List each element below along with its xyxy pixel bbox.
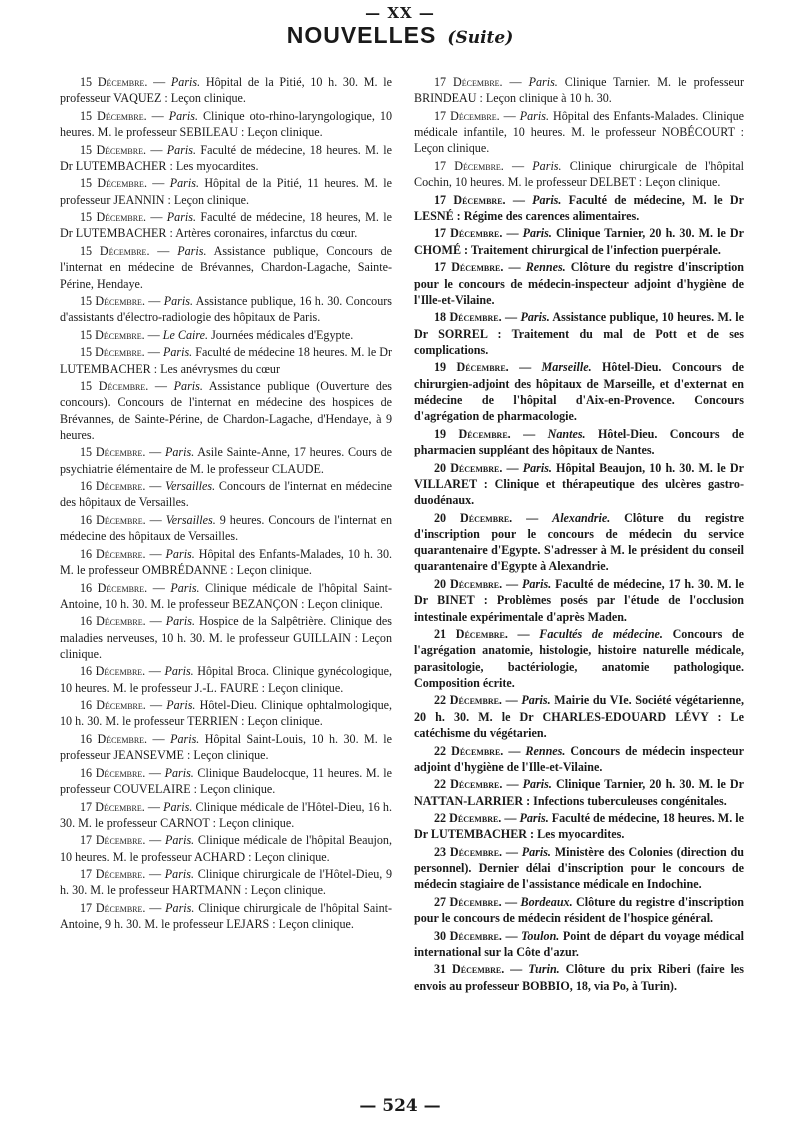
entry-date: 16 Décembre.: [80, 698, 146, 713]
entry-city: Paris.: [166, 142, 197, 157]
entry-date: 22 Décembre.: [434, 693, 502, 708]
news-entry: 17 Décembre. — Paris. Clinique Tarnier, 20 h. 30. M. le Dr CHOMÉ : Traitement chirurgical de l'infection puerpérale.: [414, 226, 745, 257]
entry-city: Paris.: [164, 664, 194, 679]
entry-text: Faculté de médecine, 17 h. 30. M. le Dr BINET : Problèmes posés par l'étude de l'occlusion intestinale expérimentale d'après Maden.: [414, 576, 745, 624]
entry-text: Concours de médecin inspecteur adjoint d'hygiène de l'Ille-et-Vilaine.: [414, 743, 744, 774]
entry-city: Paris.: [177, 243, 207, 258]
entry-text: Hôpital Saint-Louis, 10 h. 30. M. le professeur JEANSEVME : Leçon clinique.: [60, 731, 393, 763]
entry-city: Paris.: [521, 693, 551, 708]
news-entry: 27 Décembre. — Bordeaux. Clôture du registre d'inscription pour le concours de médecin résident de l'hospice général.: [414, 894, 745, 926]
news-entry: 17 Décembre. — Paris. Clinique Tarnier. M. le professeur BRINDEAU : Leçon clinique à 10 h. 30.: [414, 75, 744, 106]
news-entry: 21 Décembre. — Facultés de médecine. Concours de l'agrégation anatomie, histologie, histoire naturelle médicale, parasitologie, bactériologie, anatomie pathologique. Composition écrite.: [414, 627, 744, 690]
entry-date: 18 Décembre.: [434, 310, 502, 325]
entry-text: Assistance publique, 10 heures. M. le Dr SORREL : Traitement du mal de Pott et de ses complications.: [414, 310, 745, 357]
news-entry: 31 Décembre. — Turin. Clôture du prix Riberi (faire les envois au professeur BOBBIO, 18, via Po, à Turin).: [414, 962, 745, 993]
entry-city: Paris.: [520, 310, 550, 325]
entry-text: Clôture du registre d'inscription pour le concours de médecin-inspecteur adjoint d'hygiène de l'Ille-et-Vilaine.: [414, 260, 744, 307]
right-column: [414, 74, 744, 995]
entry-city: Paris.: [522, 226, 552, 241]
entry-date: 16 Décembre.: [80, 765, 146, 780]
news-entry: 23 Décembre. — Paris. Ministère des Colonies (direction du personnel). Dernier délai d'inscription pour le concours de médecin stagiaire de l'assistance médicale en Indochine.: [414, 844, 744, 892]
entry-date: 22 Décembre.: [434, 777, 503, 792]
entry-text: Hôpital de la Pitié, 10 h. 30. M. le professeur VAQUEZ : Leçon clinique.: [60, 75, 392, 106]
entry-date: 16 Décembre.: [80, 580, 148, 595]
entry-text: Hôpital de la Pitié, 11 heures. M. le professeur JEANNIN : Leçon clinique.: [60, 176, 393, 207]
entry-date: 16 Décembre.: [80, 479, 146, 494]
entry-date: 17 Décembre.: [80, 799, 145, 814]
entry-text: 9 heures. Concours de l'internat en médecine des hôpitaux de Versailles.: [60, 512, 393, 544]
entry-text: Hôpital Beaujon, 10 h. 30. M. le Dr VILLARET : Clinique et thérapeutique des ulcères gastro-duodénaux.: [414, 460, 744, 508]
entry-date: 16 Décembre.: [80, 664, 146, 679]
entry-city: Paris.: [165, 900, 195, 915]
news-entry: 17 Décembre. — Paris. Clinique médicale de l'hôpital Beaujon, 10 heures. M. le professeur ACHARD : Leçon clinique.: [60, 833, 393, 864]
entry-date: 15 Décembre.: [80, 142, 146, 157]
news-entry: 22 Décembre. — Paris. Clinique Tarnier, 20 h. 30. M. le Dr NATTAN-LARRIER : Infections tuberculeuses congénitales.: [414, 777, 745, 808]
entry-text: Clôture du registre d'inscription pour le concours de médecin résident de l'hospice général.: [414, 894, 745, 926]
entry-date: 15 Décembre.: [80, 293, 145, 308]
entry-text: Hôtel-Dieu. Concours de pharmacien suppléant des hôpitaux de Nantes.: [414, 426, 745, 458]
entry-date: 15 Décembre.: [80, 243, 150, 258]
news-entry: 15 Décembre. — Paris. Asile Sainte-Anne, 17 heures. Cours de psychiatrie élémentaire de M. le professeur CLAUDE.: [60, 445, 393, 476]
entry-date: 22 Décembre.: [434, 743, 504, 758]
entry-text: Hôpital des Enfants-Malades, 10 h. 30. M. le professeur OMBRÉDANNE : Leçon clinique.: [60, 546, 393, 578]
entry-text: Assistance publique, 16 h. 30. Concours d'assistants d'électro-radiologie des hôpitaux de Paris.: [60, 293, 393, 325]
entry-city: Marseille.: [541, 360, 592, 375]
entry-date: 17 Décembre.: [434, 158, 504, 173]
entry-city: Paris.: [164, 445, 195, 460]
entry-city: Paris.: [170, 580, 200, 595]
entry-text: Assistance publique (Ouverture des concours). Concours de l'internat en médecine des hospices de Brévannes, de Sainte-Périne, de Chardon-Lagache, d'Hendaye, à 9 heures.: [60, 379, 393, 442]
news-entry: 17 Décembre. — Paris. Clinique chirurgicale de l'hôpital Saint-Antoine, 9 h. 30. M. le professeur LEJARS : Leçon clinique.: [60, 900, 393, 932]
entry-city: Paris.: [528, 75, 558, 89]
entry-date: 15 Décembre.: [80, 379, 149, 394]
entry-city: Paris.: [170, 731, 200, 746]
entry-date: 17 Décembre.: [80, 900, 146, 915]
entry-city: Versailles.: [165, 512, 216, 527]
entry-date: 15 Décembre.: [80, 210, 146, 225]
entry-city: Bordeaux.: [520, 894, 573, 909]
news-entry: 16 Décembre. — Paris. Hôpital Saint-Louis, 10 h. 30. M. le professeur JEANSEVME : Leçon clinique.: [60, 731, 393, 763]
entry-city: Nantes.: [547, 426, 586, 441]
news-entry: 15 Décembre. — Le Caire. Journées médicales d'Egypte.: [80, 327, 354, 342]
entry-date: 17 Décembre.: [434, 75, 503, 89]
entry-text: Ministère des Colonies (direction du personnel). Dernier délai d'inscription pour le concours de médecin stagiaire de l'assistance médicale en Indochine.: [414, 844, 744, 892]
entry-text: Clinique Baudelocque, 11 heures. M. le professeur COUVELAIRE : Leçon clinique.: [60, 765, 392, 797]
entry-date: 16 Décembre.: [80, 546, 146, 561]
news-entry: 15 Décembre. — Paris. Faculté de médecine, 18 heures, M. le Dr LUTEMBACHER : Artères coronaires, infarctus du cœur.: [60, 210, 393, 241]
entry-text: Journées médicales d'Egypte.: [211, 327, 354, 342]
news-entry: 20 Décembre. — Paris. Faculté de médecine, 17 h. 30. M. le Dr BINET : Problèmes posés par l'étude de l'occlusion intestinale expérimentale d'après Maden.: [414, 576, 745, 624]
news-entry: 15 Décembre. — Paris. Assistance publique, Concours de l'internat en médecine de Brévannes, Chardon-Lagache, Sainte-Périne, Hendaye.: [60, 243, 392, 291]
news-entry: 16 Décembre. — Paris. Clinique Baudelocque, 11 heures. M. le professeur COUVELAIRE : Leçon clinique.: [60, 765, 392, 797]
entry-city: Paris.: [162, 345, 193, 360]
news-entry: 22 Décembre. — Rennes. Concours de médecin inspecteur adjoint d'hygiène de l'Ille-et-Vilaine.: [414, 743, 744, 774]
entry-date: 17 Décembre.: [434, 226, 503, 241]
entry-city: Facultés de médecine.: [539, 627, 663, 642]
entry-text: Mairie du VIe. Société végétarienne, 20 h. 30. M. le Dr CHARLES-EDOUARD LÉVY : Le catéchisme du végétarien.: [414, 693, 745, 741]
entry-date: 15 Décembre.: [80, 75, 148, 89]
news-entry: 15 Décembre. — Paris. Assistance publique, 16 h. 30. Concours d'assistants d'électro-radiologie des hôpitaux de Paris.: [60, 293, 393, 325]
page-number: — 524 —: [359, 1096, 441, 1116]
entry-city: Paris.: [519, 811, 549, 826]
entry-city: Paris.: [165, 546, 195, 561]
entry-city: Le Caire.: [162, 327, 209, 342]
entry-date: 17 Décembre.: [434, 192, 506, 207]
news-entry: 17 Décembre. — Paris. Clinique médicale de l'Hôtel-Dieu, 16 h. 30. M. le professeur CARNOT : Leçon clinique.: [60, 799, 393, 830]
entry-city: Turin.: [528, 962, 560, 977]
entry-text: Concours de l'agrégation anatomie, histologie, histoire naturelle médicale, parasitologie, bactériologie, anatomie pathologique. Composition écrite.: [414, 627, 744, 690]
entry-text: Clinique Tarnier, 20 h. 30. M. le Dr NATTAN-LARRIER : Infections tuberculeuses congénitales.: [414, 777, 745, 808]
entry-city: Paris.: [166, 210, 197, 225]
entry-date: 17 Décembre.: [80, 833, 146, 848]
title-suite: (Suite): [447, 28, 514, 48]
entry-city: Paris.: [522, 777, 552, 792]
news-entry: 20 Décembre. — Paris. Hôpital Beaujon, 10 h. 30. M. le Dr VILLARET : Clinique et thérapeutique des ulcères gastro-duodénaux.: [414, 460, 744, 508]
entry-date: 21 Décembre.: [434, 627, 508, 642]
entry-text: Clôture du prix Riberi (faire les envois au professeur BOBBIO, 18, via Po, à Turin).: [414, 962, 745, 993]
entry-city: Paris.: [169, 176, 199, 191]
entry-city: Paris.: [521, 844, 551, 859]
entry-text: Clinique Tarnier. M. le professeur BRINDEAU : Leçon clinique à 10 h. 30.: [414, 75, 744, 106]
entry-text: Hôpital Broca. Clinique gynécologique, 10 heures. M. le professeur J.-L. FAURE : Leçon clinique.: [60, 664, 393, 695]
entry-text: Clinique chirurgicale de l'hôpital Saint-Antoine, 9 h. 30. M. le professeur LEJARS : Leçon clinique.: [60, 900, 393, 932]
entry-text: Point de départ du voyage médical international sur la Côte d'azur.: [414, 928, 745, 959]
entry-city: Paris.: [163, 799, 193, 814]
entry-city: Paris.: [170, 75, 201, 89]
entry-date: 15 Décembre.: [80, 445, 146, 460]
entry-text: Faculté de médecine, 18 heures. M. le Dr LUTEMBACHER : Les myocardites.: [414, 811, 744, 842]
entry-city: Rennes.: [525, 743, 566, 758]
entry-city: Alexandrie.: [552, 510, 611, 525]
entry-city: Paris.: [164, 765, 194, 780]
entry-text: Faculté de médecine, M. le Dr LESNÉ : Régime des carences alimentaires.: [414, 192, 744, 223]
news-entry: 17 Décembre. — Paris. Clinique chirurgicale de l'hôpital Cochin, 10 heures. M. le professeur DELBET : Leçon clinique.: [414, 158, 745, 190]
entry-date: 23 Décembre.: [434, 844, 503, 859]
news-entry: 15 Décembre. — Paris. Clinique oto-rhino-laryngologique, 10 heures. M. le professeur SEBILEAU : Leçon clinique.: [60, 108, 392, 140]
section-title: [0, 22, 800, 49]
entry-text: Clinique chirurgicale de l'hôpital Cochin, 10 heures. M. le professeur DELBET : Leçon clinique.: [414, 158, 745, 190]
entry-text: Asile Sainte-Anne, 17 heures. Cours de psychiatrie élémentaire de M. le professeur CLAUDE.: [60, 445, 393, 476]
news-entry: 22 Décembre. — Paris. Mairie du VIe. Société végétarienne, 20 h. 30. M. le Dr CHARLES-EDOUARD LÉVY : Le catéchisme du végétarien.: [414, 693, 745, 741]
news-entry: 19 Décembre. — Marseille. Hôtel-Dieu. Concours de chirurgien-adjoint des hôpitaux de Marseille, et d'externat en médecine de l'hôpital d'Aix-en-Provence. Concours d'agrégation de pharmacologie.: [414, 360, 745, 424]
news-entry: 19 Décembre. — Nantes. Hôtel-Dieu. Concours de pharmacien suppléant des hôpitaux de Nantes.: [414, 426, 745, 458]
entry-city: Paris.: [532, 158, 562, 173]
news-entry: 17 Décembre. — Paris. Faculté de médecine, M. le Dr LESNÉ : Régime des carences alimentaires.: [414, 192, 744, 223]
entry-date: 15 Décembre.: [80, 176, 147, 191]
entry-text: Clinique médicale de l'Hôtel-Dieu, 16 h. 30. M. le professeur CARNOT : Leçon clinique.: [60, 799, 393, 830]
news-entry: 16 Décembre. — Versailles. Concours de l'internat en médecine des hôpitaux de Versailles.: [60, 479, 393, 510]
entry-text: Faculté de médecine, 18 heures, M. le Dr LUTEMBACHER : Artères coronaires, infarctus du cœur.: [60, 210, 393, 241]
news-entry: 15 Décembre. — Paris. Faculté de médecine 18 heures. M. le Dr LUTEMBACHER : Les anévrysmes du cœur: [60, 345, 393, 376]
entry-text: Clinique médicale de l'hôpital Saint-Antoine, 10 h. 30. M. le professeur BEZANÇON : Leçon clinique.: [60, 580, 393, 611]
news-entry: 18 Décembre. — Paris. Assistance publique, 10 heures. M. le Dr SORREL : Traitement du mal de Pott et de ses complications.: [414, 310, 745, 357]
entry-text: Clinique médicale de l'hôpital Beaujon, 10 heures. M. le professeur ACHARD : Leçon clinique.: [60, 833, 393, 864]
news-entry: 20 Décembre. — Alexandrie. Clôture du registre d'inscription pour le concours de médecin du service quarantenaire d'Egypte. S'adresser à M. le président du conseil quarantenaire d'Egypte à Alexandrie.: [414, 510, 745, 574]
entry-city: Toulon.: [521, 928, 560, 943]
left-column: [60, 74, 392, 934]
entry-city: Paris.: [165, 614, 195, 629]
entry-date: 15 Décembre.: [80, 108, 147, 123]
entry-date: 20 Décembre.: [434, 510, 513, 525]
entry-city: Versailles.: [165, 479, 216, 494]
entry-text: Clinique Tarnier, 20 h. 30. M. le Dr CHOMÉ : Traitement chirurgical de l'infection puerpérale.: [414, 226, 745, 257]
entry-date: 31 Décembre.: [434, 962, 505, 977]
entry-text: Hôtel-Dieu. Concours de chirurgien-adjoint des hôpitaux de Marseille, et d'externat en médecine de l'hôpital d'Aix-en-Provence. Concours d'agrégation de pharmacologie.: [414, 360, 745, 424]
entry-text: Faculté de médecine 18 heures. M. le Dr LUTEMBACHER : Les anévrysmes du cœur: [60, 345, 393, 376]
news-entry: 16 Décembre. — Paris. Hôpital des Enfants-Malades, 10 h. 30. M. le professeur OMBRÉDANNE : Leçon clinique.: [60, 546, 393, 578]
news-entry: 15 Décembre. — Paris. Hôpital de la Pitié, 10 h. 30. M. le professeur VAQUEZ : Leçon clinique.: [60, 75, 392, 106]
news-entry: 17 Décembre. — Rennes. Clôture du registre d'inscription pour le concours de médecin-inspecteur adjoint d'hygiène de l'Ille-et-Vilaine.: [414, 260, 744, 307]
entry-date: 17 Décembre.: [434, 108, 500, 123]
entry-city: Paris.: [164, 867, 194, 882]
news-entry: 16 Décembre. — Paris. Hospice de la Salpêtrière. Clinique des maladies nerveuses, 10 h. 30. M. le professeur GUILLAIN : Leçon clinique.: [60, 614, 392, 661]
entry-text: Faculté de médecine, 18 heures. M. le Dr LUTEMBACHER : Les myocardites.: [60, 142, 393, 173]
entry-date: 20 Décembre.: [434, 460, 503, 475]
entry-date: 16 Décembre.: [80, 614, 146, 629]
entry-text: Hospice de la Salpêtrière. Clinique des maladies nerveuses, 10 h. 30. M. le professeur GUILLAIN : Leçon clinique.: [60, 614, 392, 661]
title-main: NOUVELLES: [286, 22, 437, 48]
entry-text: Clôture du registre d'inscription pour le concours de médecin du service quarantenaire d'Egypte. S'adresser à M. le président du conseil quarantenaire d'Egypte à Alexandrie.: [414, 510, 745, 574]
entry-date: 22 Décembre.: [434, 811, 502, 826]
entry-city: Rennes.: [525, 260, 566, 275]
entry-date: 15 Décembre.: [80, 327, 145, 342]
entry-date: 16 Décembre.: [80, 731, 148, 746]
entry-date: 27 Décembre.: [434, 894, 502, 909]
entry-city: Paris.: [163, 293, 193, 308]
entry-city: Paris.: [164, 833, 195, 848]
news-entry: 15 Décembre. — Paris. Hôpital de la Pitié, 11 heures. M. le professeur JEANNIN : Leçon clinique.: [60, 176, 393, 207]
news-entry: 17 Décembre. — Paris. Clinique chirurgicale de l'Hôtel-Dieu, 9 h. 30. M. le professeur HARTMANN : Leçon clinique.: [60, 867, 393, 898]
entry-date: 30 Décembre.: [434, 928, 502, 943]
entry-text: Hôtel-Dieu. Clinique ophtalmologique, 10 h. 30. M. le professeur TERRIEN : Leçon clinique.: [60, 698, 393, 729]
news-entry: 16 Décembre. — Versailles. 9 heures. Concours de l'internat en médecine des hôpitaux de Versailles.: [60, 512, 393, 544]
news-entry: 17 Décembre. — Paris. Hôpital des Enfants-Malades. Clinique médicale infantile, 10 heures. M. le professeur NOBÉCOURT : Leçon clinique.: [414, 108, 745, 156]
entry-date: 19 Décembre.: [434, 426, 511, 441]
news-entry: 16 Décembre. — Paris. Clinique médicale de l'hôpital Saint-Antoine, 10 h. 30. M. le professeur BEZANÇON : Leçon clinique.: [60, 580, 393, 611]
news-entry: 16 Décembre. — Paris. Hôtel-Dieu. Clinique ophtalmologique, 10 h. 30. M. le professeur TERRIEN : Leçon clinique.: [60, 698, 393, 729]
news-entry: 22 Décembre. — Paris. Faculté de médecine, 18 heures. M. le Dr LUTEMBACHER : Les myocardites.: [414, 811, 744, 842]
entry-date: 16 Décembre.: [80, 512, 146, 527]
news-entry: 30 Décembre. — Toulon. Point de départ du voyage médical international sur la Côte d'azur.: [414, 928, 745, 959]
entry-date: 15 Décembre.: [80, 345, 145, 360]
entry-city: Paris.: [173, 379, 203, 394]
entry-text: Assistance publique, Concours de l'internat en médecine de Brévannes, Chardon-Lagache, Sainte-Périne, Hendaye.: [60, 243, 392, 291]
entry-date: 19 Décembre.: [434, 360, 509, 375]
entry-city: Paris.: [522, 460, 552, 475]
roman-page-folio: — XX —: [365, 4, 435, 22]
entry-date: 17 Décembre.: [434, 260, 504, 275]
entry-city: Paris.: [166, 698, 196, 713]
entry-city: Paris.: [522, 576, 552, 591]
entry-text: Clinique chirurgicale de l'Hôtel-Dieu, 9 h. 30. M. le professeur HARTMANN : Leçon clinique.: [60, 867, 393, 898]
entry-date: 20 Décembre.: [434, 576, 503, 591]
news-entry: 16 Décembre. — Paris. Hôpital Broca. Clinique gynécologique, 10 heures. M. le professeur J.-L. FAURE : Leçon clinique.: [60, 664, 393, 695]
news-entry: 15 Décembre. — Paris. Assistance publique (Ouverture des concours). Concours de l'internat en médecine des hospices de Brévannes, de Sainte-Périne, de Chardon-Lagache, d'Hendaye, à 9 heures.: [60, 379, 393, 442]
entry-city: Paris.: [168, 108, 198, 123]
entry-date: 17 Décembre.: [80, 867, 146, 882]
news-entry: 15 Décembre. — Paris. Faculté de médecine, 18 heures. M. le Dr LUTEMBACHER : Les myocardites.: [60, 142, 393, 173]
entry-text: Clinique oto-rhino-laryngologique, 10 heures. M. le professeur SEBILEAU : Leçon clinique.: [60, 108, 392, 140]
entry-text: Hôpital des Enfants-Malades. Clinique médicale infantile, 10 heures. M. le professeur NOBÉCOURT : Leçon clinique.: [414, 108, 745, 156]
entry-city: Paris.: [532, 192, 562, 207]
entry-text: Concours de l'internat en médecine des hôpitaux de Versailles.: [60, 479, 393, 510]
entry-city: Paris.: [519, 108, 549, 123]
